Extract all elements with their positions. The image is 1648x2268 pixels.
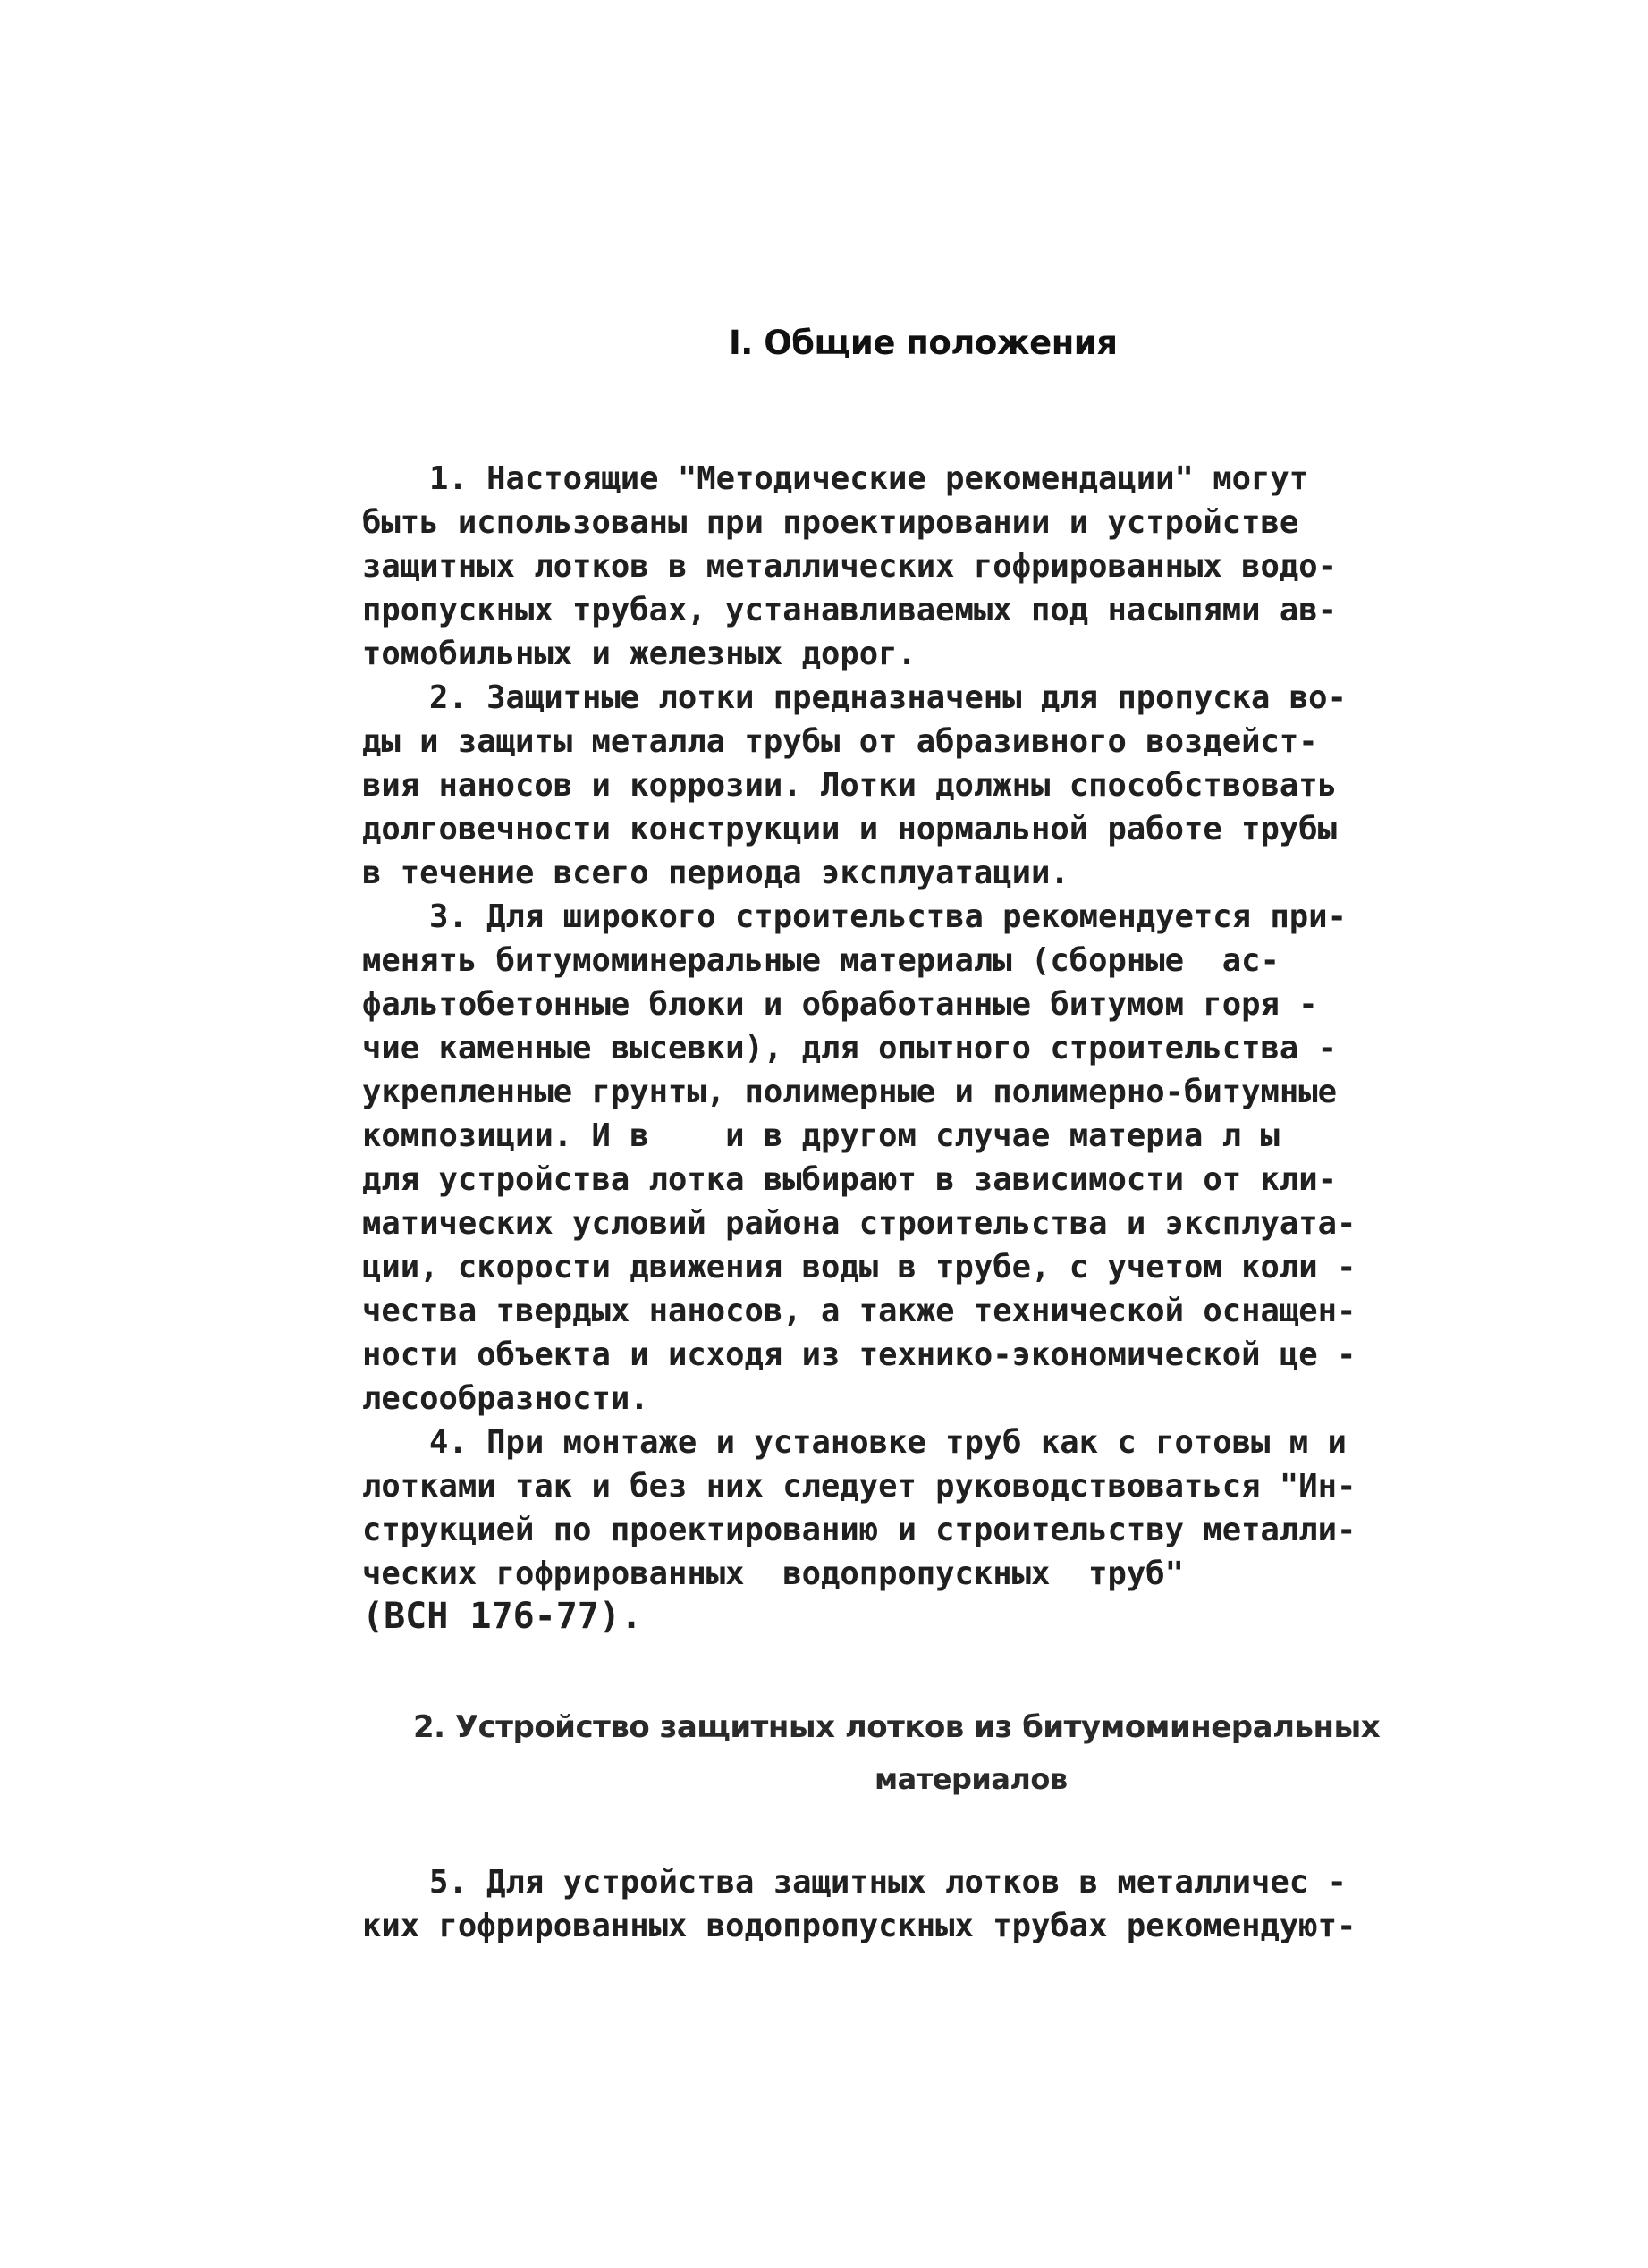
text-line: томобильных и железных дорог.: [362, 636, 917, 672]
text-line: вия наносов и коррозии. Лотки должны способствовать: [362, 767, 1338, 804]
text-line: ности объекта и исходя из технико-экономической це -: [362, 1336, 1356, 1373]
text-line: струкцией по проектированию и строительству металли-: [362, 1512, 1356, 1548]
text-line: чие каменные высевки), для опытного строительства -: [362, 1030, 1338, 1067]
text-line: ции, скорости движения воды в трубе, с учетом коли -: [362, 1249, 1356, 1286]
text-line: для устройства лотка выбирают в зависимости от кли-: [362, 1161, 1338, 1198]
section-1-title: I. Общие положения: [729, 324, 1118, 362]
text-line: ких гофрированных водопропускных трубах рекомендуют-: [362, 1908, 1356, 1944]
text-line: композиции. И в и в другом случае материа л ы: [362, 1117, 1280, 1154]
text-line: долговечности конструкции и нормальной работе трубы: [362, 811, 1338, 847]
text-line: пропускных трубах, устанавливаемых под насыпями ав-: [362, 592, 1338, 628]
text-line: менять битумоминеральные материалы (сборные ас-: [362, 942, 1280, 979]
text-line: 1. Настоящие "Методические рекомендации" могут: [429, 460, 1309, 497]
text-line: чества твердых наносов, а также технической оснащен-: [362, 1293, 1356, 1329]
text-line: 3. Для широкого строительства рекомендуется при-: [429, 898, 1347, 935]
text-line: матических условий района строительства и эксплуата-: [362, 1205, 1356, 1242]
text-line: лотками так и без них следует руководствоваться "Ин-: [362, 1468, 1356, 1505]
section-2-title-continuation: материалов: [875, 1762, 1068, 1796]
text-line: лесообразности.: [362, 1380, 649, 1417]
text-line: быть использованы при проектировании и устройстве: [362, 504, 1299, 541]
text-line: защитных лотков в металлических гофрированных водо-: [362, 548, 1338, 585]
text-line: в течение всего периода эксплуатации.: [362, 855, 1069, 891]
text-line: ческих гофрированных водопропускных труб": [362, 1556, 1185, 1592]
text-line: 5. Для устройства защитных лотков в металличес -: [429, 1864, 1347, 1901]
text-line: 2. Защитные лотки предназначены для пропуска во-: [429, 679, 1347, 716]
text-line: укрепленные грунты, полимерные и полимерно-битумные: [362, 1074, 1338, 1110]
section-2-title: 2. Устройство защитных лотков из битумоминеральных: [413, 1709, 1381, 1745]
text-line: фальтобетонные блоки и обработанные битумом горя -: [362, 986, 1318, 1023]
text-line: ды и защиты металла трубы от абразивного воздейст-: [362, 723, 1318, 760]
text-line: (ВСН 176-77).: [362, 1596, 643, 1637]
text-line: 4. При монтаже и установке труб как с готовы м и: [429, 1424, 1347, 1461]
